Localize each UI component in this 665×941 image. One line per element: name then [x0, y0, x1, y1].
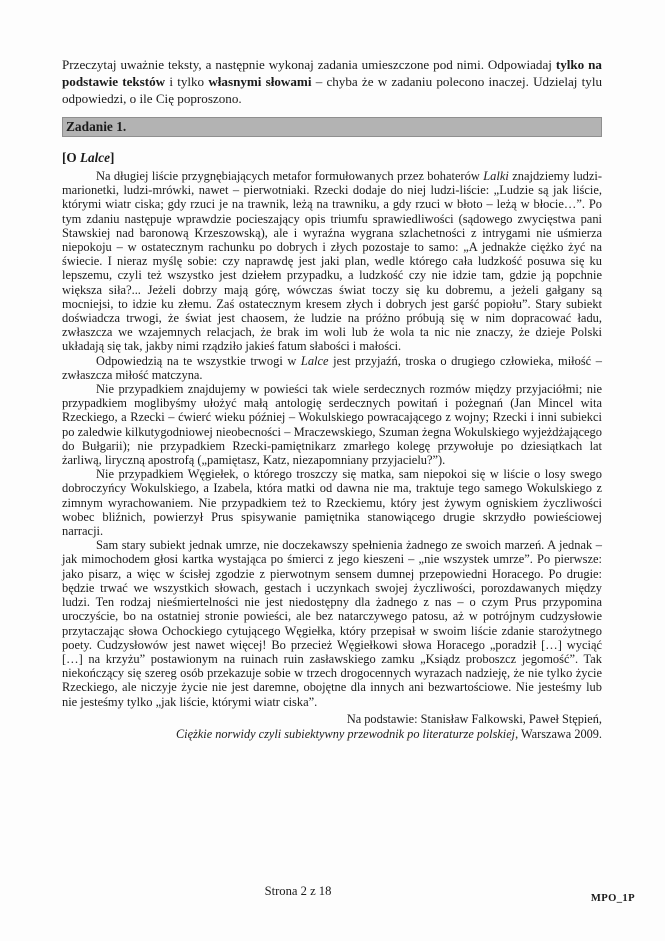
body-paragraph-1: Na długiej liście przygnębiających metafor formułowanych przez bohaterów Lalki znajdziemy ludzi-marionetki, ludzi-mrówki, nawet – pierwotniaki. Rzecki dodaje do niej ludzi-liście: „Ludzie są jak liście, którymi wiatr ciska; gdy rzuci je na trawnik, leżą na trawniku, a gdy rzuci w błoto – leżą w błocie…”. Po tym zdaniu następuje wprawdzie pocieszający opis triumfu sprawiedliwości (sądowego zwycięstwa pani Stawskiej nad baronową Krzeszowską), ale i wyraźna wygrana szlachetności z intrygami nie uśmierza niepokoju – w ostatecznym rachunku po dobrych i złych pozostaje to samo: „A jednakże ciężko żyć na świecie. I nieraz myślę sobie: czy naprawdę jest jaki plan, wedle którego cała ludzkość posuwa się ku lepszemu, czyli też wszystko jest dziełem przypadku, a ludzkość czy nie idzie tam, gdzie ją popchnie większa siła?... Jeżeli dobrzy mają górę, wówczas świat toczy się ku dobremu, a jeżeli gałgany są mocniejsi, to idzie ku złemu. Zaś ostatecznym kresem złych i dobrych jest garść popiołu”. Stary subiekt doświadcza trwogi, że świat jest chaosem, że ludzie na próżno próbują się w nim dopracować ładu, zwłaszcza we wzajemnych relacjach, że brak im woli lub że wola ta nic nie znaczy, że dzieje Polski układają się tak, jakby nimi rządziło jakieś fatum słabości i małości.: [62, 169, 602, 354]
task-1-header-bar: Zadanie 1.: [62, 117, 602, 137]
body-paragraph-4: Nie przypadkiem Węgiełek, o którego troszczy się matka, sam niepokoi się w liście o losy swego dobroczyńcy Wokulskiego, a Izabela, która matki od dawna nie ma, traktuje tego samego Wokulskiego z zimnym wyrachowaniem. Nie przypadkiem też to Rzeckiemu, który jest żywym ogniskiem życzliwości wobec bliźnich, powierzył Prus spisywanie pamiętnika stanowiącego drugie skrzydło powieściowej narracji.: [62, 467, 602, 539]
instructions-paragraph: Przeczytaj uważnie teksty, a następnie wykonaj zadania umieszczone pod nimi. Odpowiadaj tylko na podstawie tekstów i tylko własnymi słowami – chyba że w zadaniu polecono inaczej. Udzielaj tylu odpowiedzi, o ile Cię poproszono.: [62, 57, 603, 106]
source-attribution: [62, 712, 602, 743]
page-number: Strona 2 z 18: [264, 884, 332, 898]
source-attribution-line-2: Ciężkie norwidy czyli subiektywny przewodnik po literaturze polskiej, Warszawa 2009.: [175, 727, 602, 742]
exam-code: MPO_1P: [590, 893, 635, 904]
body-paragraph-3: Nie przypadkiem znajdujemy w powieści tak wiele serdecznych rozmów między przyjaciółmi; nie przypadkiem moglibyśmy ułożyć małą antologię serdecznych powitań i pożegnań (Jan Mincel wita Rzeckiego, a Rzecki – ćwierć wieku później – Wokulskiego powracającego z wojny; Rzecki i inni subiekci po zaledwie kilkutygodniowej nieobecności – Mraczewskiego, Szuman żegna Wokulskiego wyjeżdżającego do Bułgarii); nie przypadkiem Rzecki-pamiętnikarz zmarłego kolegę przywołuje po dziesiątkach lat żarliwą, liryczną apostrofą („pamiętasz, Katz, niezapomniany przyjacielu?”).: [62, 382, 602, 468]
page-content: [62, 56, 602, 743]
body-paragraph-2: Odpowiedzią na te wszystkie trwogi w Lalce jest przyjaźń, troska o drugiego człowieka, miłość – zwłaszcza miłość matczyna.: [62, 353, 602, 382]
source-attribution-line-1: Na podstawie: Stanisław Falkowski, Paweł Stępień,: [346, 711, 602, 726]
source-text-title: [O Lalce]: [62, 150, 115, 165]
body-paragraph-5: Sam stary subiekt jednak umrze, nie doczekawszy spełnienia żadnego ze swoich marzeń. A jednak – jak mimochodem głosi kartka wystająca po śmierci z jego kieszeni – „nie wszystek umrze”. Po pierwsze: jako pisarz, a więc w ścisłej zgodzie z pierwotnym sensem dumnej przepowiedni Horacego. Po drugie: będzie trwać we wszystkich słowach, gestach i uczynkach swojej życzliwości, porozdawanych między ludzi. Ten rodzaj nieśmiertelności nie jest niedostępny dla żadnego z nas – o czym Prus przypomina uroczyście, bo na ostatniej stronie powieści, ale bez natarczywego patosu, aż w potrójnym cudzysłowie przytaczając słowa Ochockiego cytującego Węgiełka, który przepisał w swoim liście zdanie starożytnego poety. Cudzysłowów jest nawet więcej! Bo przecież Węgiełkowi słowa Horacego „poradził […] wyciąć […] na krzyżu” postawionym na ruinach ruin zasławskiego zamku „Ksiądz proboszcz jegomość”. Tak niekończący się szereg osób przekazuje sobie w trzech drogocennych wyrazach nadzieję, że nie tylko życie Rzeckiego, ale niczyje życie nie jest daremne, obojętne dla innych ani bezwartościowe. Nie jesteśmy lub nie jesteśmy tylko „jak liście, którymi wiatr ciska”.: [62, 538, 602, 709]
